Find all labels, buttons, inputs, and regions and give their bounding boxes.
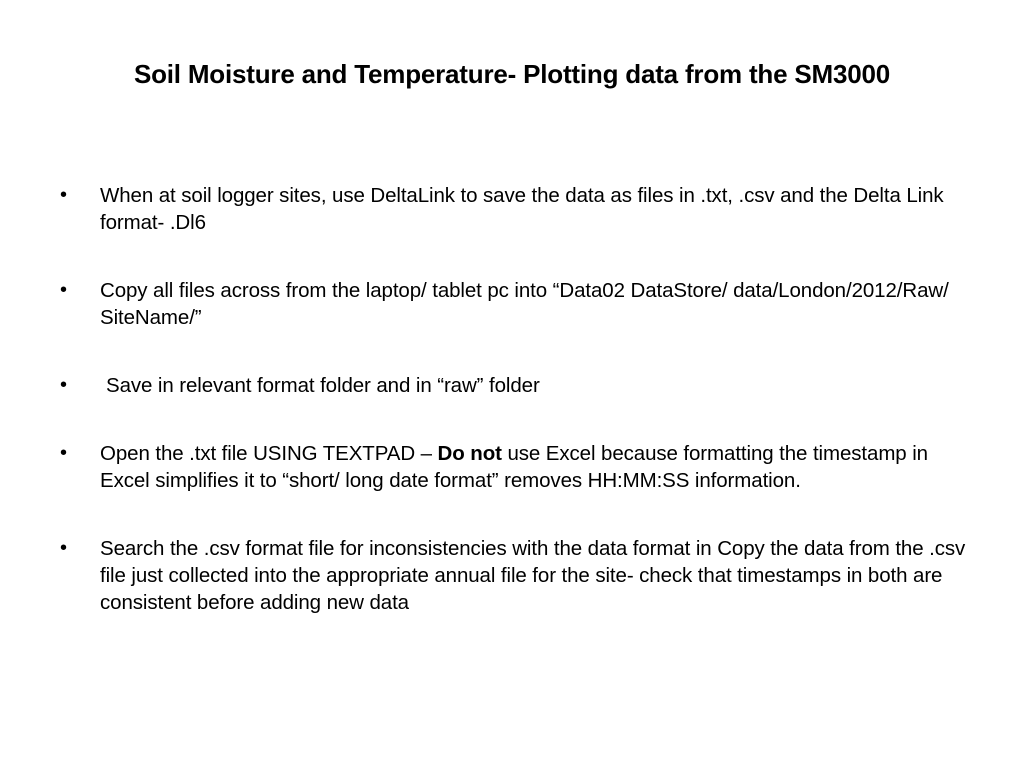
bullet-item-5 (60, 535, 970, 616)
bullet-list (60, 182, 970, 616)
bullet-text: When at soil logger sites, use DeltaLink to save the data as files in .txt, .csv and the Delta Link format- .Dl6 (100, 184, 944, 234)
bullet-dot-icon: • (60, 184, 67, 206)
bullet-text-lead: Open the .txt file USING TEXTPAD – (100, 442, 438, 465)
bullet-text: Search the .csv format file for inconsistencies with the data format in Copy the data from the .csv file just collected into the appropriate annual file for the site- check that timestamps in both are consistent before adding new data (100, 537, 966, 614)
bullet-dot-icon: • (60, 279, 67, 301)
bullet-text-rest: use Excel because formatting the timestamp in Excel simplifies it to “short/ long date format” removes HH:MM:SS information. (100, 442, 928, 492)
bullet-dot-icon: • (60, 537, 67, 559)
bullet-text: Save in relevant format folder and in “raw” folder (106, 374, 540, 397)
bullet-item-3 (60, 372, 970, 399)
bullet-item-4 (60, 440, 970, 494)
slide-title: Soil Moisture and Temperature- Plotting data from the SM3000 (133, 59, 891, 89)
bullet-dot-icon: • (60, 442, 67, 464)
bullet-item-1 (60, 182, 970, 236)
bullet-dot-icon: • (60, 374, 67, 396)
bullet-item-2 (60, 277, 970, 331)
bullet-text: Copy all files across from the laptop/ tablet pc into “Data02 DataStore/ data/London/2012/Raw/ SiteName/” (100, 279, 949, 329)
bullet-text-emphasis: Do not (437, 442, 502, 465)
